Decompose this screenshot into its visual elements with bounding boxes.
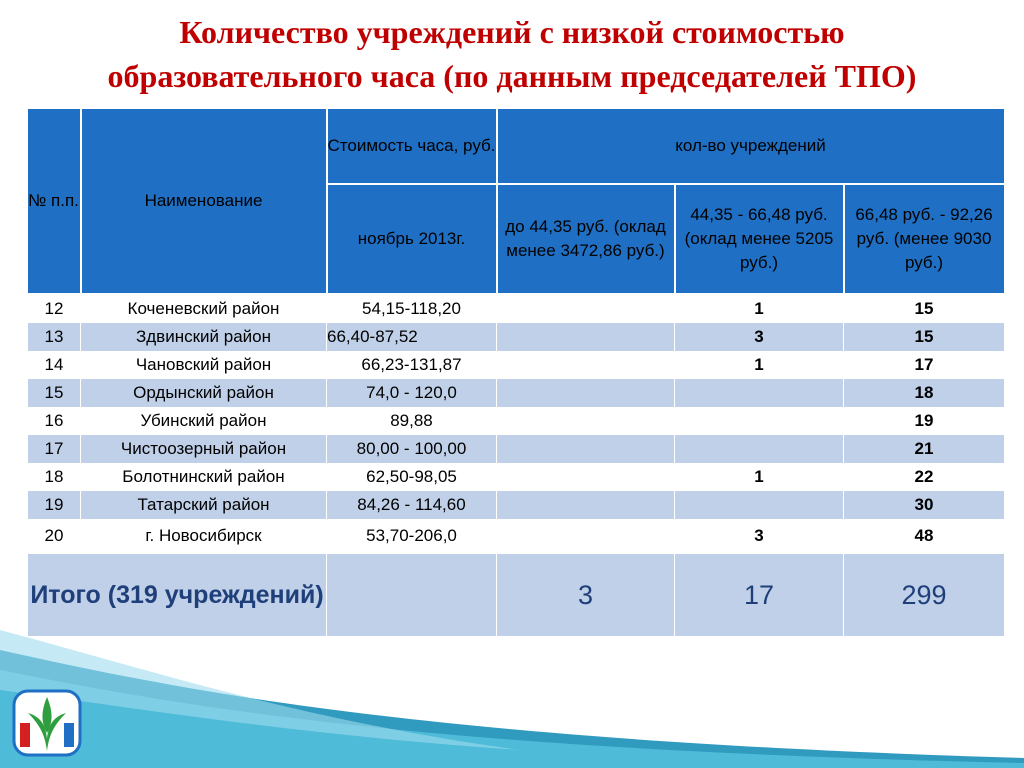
row-range-1: [497, 323, 675, 351]
row-cost: 74,0 - 120,0: [327, 379, 497, 407]
row-cost: 84,26 - 114,60: [327, 491, 497, 519]
row-num: 20: [28, 519, 81, 554]
row-range-3: 48: [844, 519, 1005, 554]
row-range-3: 22: [844, 463, 1005, 491]
row-name: Здвинский район: [81, 323, 327, 351]
row-cost: 53,70-206,0: [327, 519, 497, 554]
row-cost: 66,40-87,52: [327, 323, 497, 351]
decorative-swoosh: [0, 630, 1024, 768]
row-cost: 62,50-98,05: [327, 463, 497, 491]
header-range-2: 44,35 - 66,48 руб. (оклад менее 5205 руб.): [675, 184, 844, 294]
title-line-2: образовательного часа (по данным председателей ТПО): [107, 58, 917, 94]
row-range-3: 18: [844, 379, 1005, 407]
row-name: Чистоозерный район: [81, 435, 327, 463]
total-range-3: 299: [844, 554, 1005, 637]
row-name: Болотнинский район: [81, 463, 327, 491]
row-range-1: [497, 491, 675, 519]
row-range-2: [675, 491, 844, 519]
row-range-3: 17: [844, 351, 1005, 379]
row-range-2: [675, 407, 844, 435]
table-row: [28, 323, 1005, 351]
row-num: 12: [28, 294, 81, 323]
row-cost: 89,88: [327, 407, 497, 435]
total-range-1: 3: [497, 554, 675, 637]
row-range-2: 1: [675, 351, 844, 379]
row-range-1: [497, 435, 675, 463]
table-row: [28, 519, 1005, 554]
row-range-2: [675, 435, 844, 463]
row-range-1: [497, 351, 675, 379]
row-range-3: 21: [844, 435, 1005, 463]
row-num: 16: [28, 407, 81, 435]
row-range-2: 1: [675, 463, 844, 491]
trade-union-logo-icon: [12, 683, 82, 758]
row-range-2: 3: [675, 519, 844, 554]
row-num: 17: [28, 435, 81, 463]
header-num: № п.п.: [28, 108, 81, 294]
total-range-2: 17: [675, 554, 844, 637]
table-row: [28, 294, 1005, 323]
table-row: [28, 351, 1005, 379]
title-line-1: Количество учреждений с низкой стоимостью: [179, 14, 845, 50]
header-name: Наименование: [81, 108, 327, 294]
row-range-3: 30: [844, 491, 1005, 519]
row-cost: 54,15-118,20: [327, 294, 497, 323]
row-range-1: [497, 294, 675, 323]
total-label: Итого (319 учреждений): [28, 554, 327, 637]
row-range-1: [497, 463, 675, 491]
header-period: ноябрь 2013г.: [327, 184, 497, 294]
header-range-1: до 44,35 руб. (оклад менее 3472,86 руб.): [497, 184, 675, 294]
row-name: Татарский район: [81, 491, 327, 519]
header-range-3: 66,48 руб. - 92,26 руб. (менее 9030 руб.): [844, 184, 1005, 294]
table-row: [28, 379, 1005, 407]
total-cost: [327, 554, 497, 637]
row-range-2: 3: [675, 323, 844, 351]
row-name: Убинский район: [81, 407, 327, 435]
table-row: [28, 491, 1005, 519]
row-range-1: [497, 407, 675, 435]
row-name: Ордынский район: [81, 379, 327, 407]
header-cost: Стоимость часа, руб.: [327, 108, 497, 184]
row-range-1: [497, 379, 675, 407]
row-name: Коченевский район: [81, 294, 327, 323]
row-cost: 80,00 - 100,00: [327, 435, 497, 463]
row-num: 14: [28, 351, 81, 379]
row-num: 18: [28, 463, 81, 491]
row-name: г. Новосибирск: [81, 519, 327, 554]
page-title: [0, 10, 1024, 98]
institutions-table: [27, 107, 1006, 637]
table-row: [28, 435, 1005, 463]
row-range-2: 1: [675, 294, 844, 323]
row-num: 19: [28, 491, 81, 519]
table-row: [28, 463, 1005, 491]
row-num: 13: [28, 323, 81, 351]
header-count: кол-во учреждений: [497, 108, 1005, 184]
row-range-1: [497, 519, 675, 554]
row-range-3: 15: [844, 323, 1005, 351]
total-row: [28, 554, 1005, 637]
row-num: 15: [28, 379, 81, 407]
row-name: Чановский район: [81, 351, 327, 379]
row-cost: 66,23-131,87: [327, 351, 497, 379]
table-row: [28, 407, 1005, 435]
row-range-3: 15: [844, 294, 1005, 323]
row-range-2: [675, 379, 844, 407]
row-range-3: 19: [844, 407, 1005, 435]
